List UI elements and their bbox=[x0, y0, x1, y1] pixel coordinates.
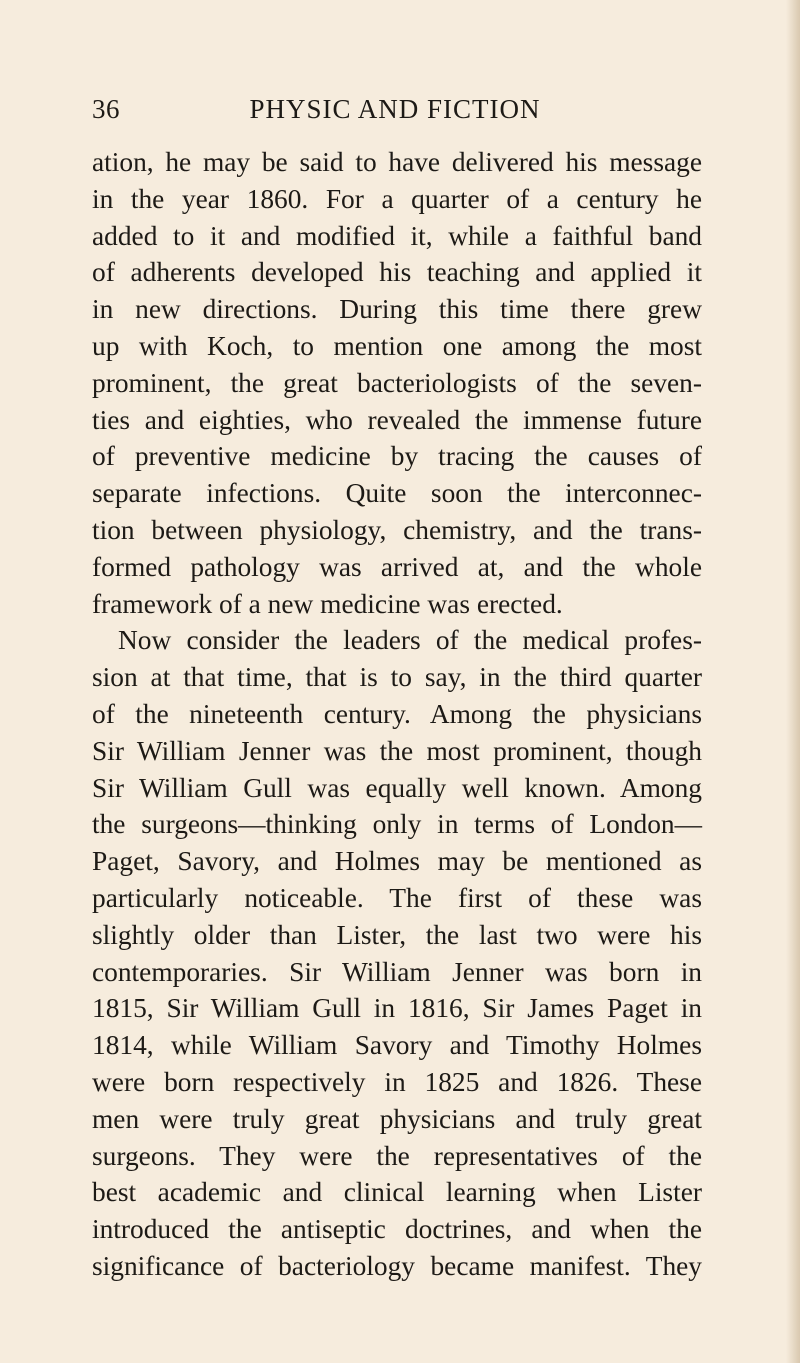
text-line: in the year 1860. For a quarter of a century he bbox=[92, 183, 702, 214]
text-line: of preventive medicine by tracing the causes of bbox=[92, 441, 702, 472]
text-line: separate infections. Quite soon the interconnec- bbox=[92, 478, 702, 509]
text-line: in new directions. During this time there grew bbox=[92, 294, 702, 325]
text-line: formed pathology was arrived at, and the whole bbox=[92, 551, 702, 582]
text-line: best academic and clinical learning when Lister bbox=[92, 1177, 702, 1208]
text-line: prominent, the great bacteriologists of the seven- bbox=[92, 367, 702, 398]
text-line: Paget, Savory, and Holmes may be mentioned as bbox=[92, 846, 702, 877]
text-line: 1814, while William Savory and Timothy Holmes bbox=[92, 1030, 702, 1061]
text-line: Sir William Gull was equally well known. Among bbox=[92, 772, 702, 803]
body-text bbox=[92, 144, 702, 1285]
text-line: of the nineteenth century. Among the physicians bbox=[92, 698, 702, 729]
text-line: 1815, Sir William Gull in 1816, Sir James Paget in bbox=[92, 993, 702, 1024]
paragraph-start-line: Now consider the leaders of the medical profes- bbox=[118, 625, 702, 656]
text-line: particularly noticeable. The first of these was bbox=[92, 882, 702, 913]
text-line: ation, he may be said to have delivered his message bbox=[92, 147, 702, 177]
page-number: 36 bbox=[92, 94, 120, 124]
text-line: tion between physiology, chemistry, and the trans- bbox=[92, 514, 702, 545]
paragraph-end-line: framework of a new medicine was erected. bbox=[92, 588, 563, 619]
text-line: sion at that time, that is to say, in the third quarter bbox=[92, 662, 702, 693]
running-title: PHYSIC AND FICTION bbox=[249, 94, 541, 124]
text-line: contemporaries. Sir William Jenner was born in bbox=[92, 956, 702, 987]
text-line: surgeons. They were the representatives of the bbox=[92, 1140, 702, 1171]
text-line: ties and eighties, who revealed the immense future bbox=[92, 404, 702, 435]
text-line: added to it and modified it, while a faithful band bbox=[92, 220, 702, 251]
text-line: were born respectively in 1825 and 1826. These bbox=[92, 1066, 702, 1097]
text-line: significance of bacteriology became manifest. They bbox=[92, 1250, 702, 1281]
text-line: the surgeons—thinking only in terms of London— bbox=[92, 809, 702, 840]
running-head bbox=[92, 94, 698, 128]
page-edge-shadow bbox=[786, 0, 800, 1363]
text-line: introduced the antiseptic doctrines, and when the bbox=[92, 1214, 702, 1245]
text-line: up with Koch, to mention one among the most bbox=[92, 330, 702, 361]
text-line: Sir William Jenner was the most prominent, though bbox=[92, 735, 702, 766]
text-line: slightly older than Lister, the last two were his bbox=[92, 919, 702, 950]
text-line: men were truly great physicians and truly great bbox=[92, 1103, 702, 1134]
text-line: of adherents developed his teaching and applied it bbox=[92, 257, 702, 288]
